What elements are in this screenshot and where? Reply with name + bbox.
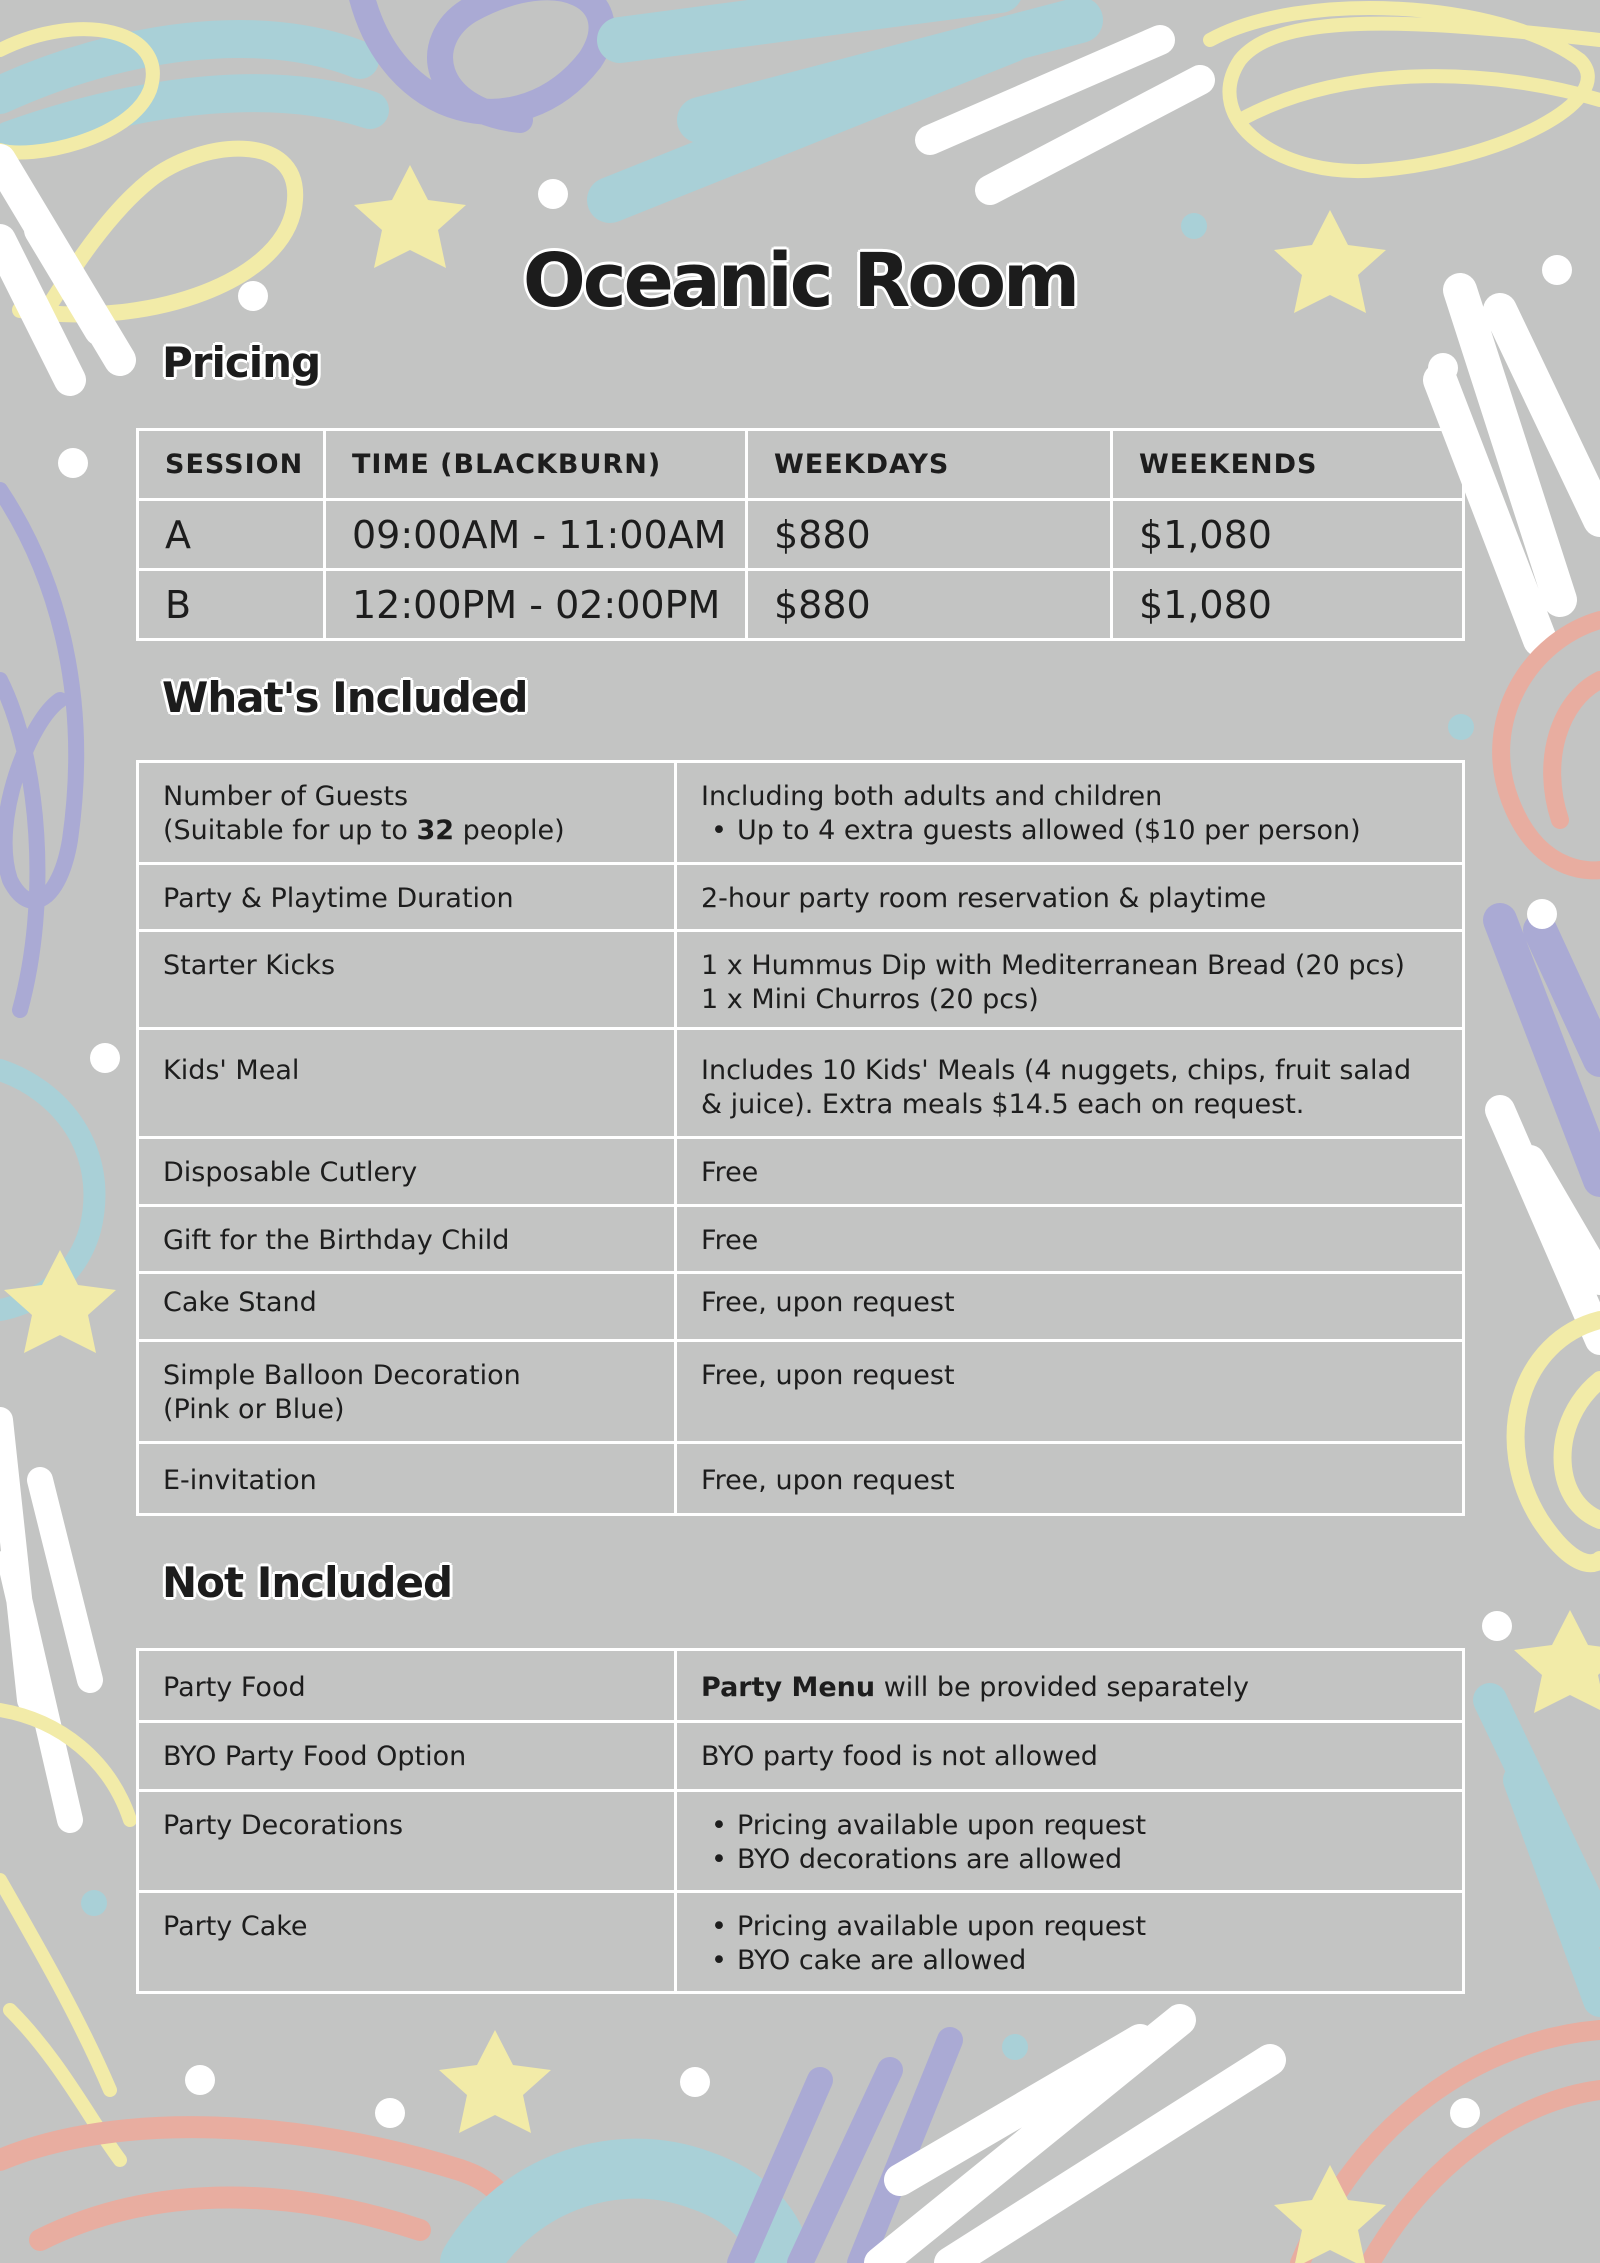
detail-bullets bbox=[701, 1910, 1438, 1978]
table-row bbox=[138, 1650, 1464, 1722]
dot-icon bbox=[81, 1890, 107, 1916]
detail-cell: Free bbox=[676, 1206, 1464, 1273]
session-cell: B bbox=[138, 570, 325, 640]
detail-cell bbox=[676, 762, 1464, 864]
table-row bbox=[138, 1138, 1464, 1206]
table-row bbox=[138, 1273, 1464, 1341]
dot-icon bbox=[375, 2098, 405, 2128]
blue-brush-stroke bbox=[1490, 1700, 1600, 2000]
table-row bbox=[138, 1443, 1464, 1515]
detail-bullets bbox=[701, 814, 1438, 848]
list-item: • BYO cake are allowed bbox=[711, 1944, 1438, 1978]
dot-icon bbox=[90, 1043, 120, 1073]
item-label: Simple Balloon Decoration bbox=[163, 1360, 521, 1391]
item-cell: Gift for the Birthday Child bbox=[138, 1206, 676, 1273]
detail-cell: Includes 10 Kids' Meals (4 nuggets, chips, fruit salad & juice). Extra meals $14.5 each on request. bbox=[676, 1029, 1464, 1138]
detail-text: 1 x Mini Churros (20 pcs) bbox=[701, 984, 1039, 1015]
item-cell: BYO Party Food Option bbox=[138, 1722, 676, 1791]
pink-scribble bbox=[0, 2127, 506, 2250]
dot-icon bbox=[58, 448, 88, 478]
list-item: • Pricing available upon request bbox=[711, 1910, 1438, 1944]
session-column-header: SESSION bbox=[138, 430, 325, 500]
detail-cell bbox=[676, 1791, 1464, 1892]
detail-cell bbox=[676, 931, 1464, 1029]
dot-icon bbox=[1482, 1611, 1512, 1641]
item-note: (Suitable for up to 32 people) bbox=[163, 815, 565, 846]
item-cell: Party & Playtime Duration bbox=[138, 864, 676, 931]
star-icon bbox=[4, 1250, 116, 1353]
detail-cell: Free, upon request bbox=[676, 1273, 1464, 1341]
blue-brush-stroke bbox=[0, 39, 370, 140]
item-label: Number of Guests bbox=[163, 781, 409, 812]
item-cell: Party Food bbox=[138, 1650, 676, 1722]
table-row bbox=[138, 1206, 1464, 1273]
table-row bbox=[138, 1722, 1464, 1791]
page-title: Oceanic Room bbox=[522, 238, 1078, 324]
item-cell bbox=[138, 762, 676, 864]
detail-text: 1 x Hummus Dip with Mediterranean Bread (20 pcs) bbox=[701, 950, 1405, 981]
table-row bbox=[138, 864, 1464, 931]
table-row bbox=[138, 1029, 1464, 1138]
yellow-scribble bbox=[1240, 76, 1600, 120]
white-brush-stroke bbox=[0, 1420, 90, 1820]
dot-icon bbox=[1448, 714, 1474, 740]
time-column-header: TIME (BLACKBURN) bbox=[325, 430, 747, 500]
detail-cell: Free, upon request bbox=[676, 1341, 1464, 1443]
list-item: • Up to 4 extra guests allowed ($10 per person) bbox=[711, 814, 1438, 848]
dot-icon bbox=[1450, 2098, 1480, 2128]
item-cell: Starter Kicks bbox=[138, 931, 676, 1029]
detail-cell: 2-hour party room reservation & playtime bbox=[676, 864, 1464, 931]
time-cell: 12:00PM - 02:00PM bbox=[325, 570, 747, 640]
item-cell: Disposable Cutlery bbox=[138, 1138, 676, 1206]
whats-included-table bbox=[136, 760, 1465, 1516]
dot-icon bbox=[1428, 353, 1458, 383]
detail-cell: BYO party food is not allowed bbox=[676, 1722, 1464, 1791]
star-icon bbox=[1514, 1610, 1600, 1713]
list-item: • Pricing available upon request bbox=[711, 1809, 1438, 1843]
detail-cell: Free bbox=[676, 1138, 1464, 1206]
dot-icon bbox=[680, 2067, 710, 2097]
session-cell: A bbox=[138, 500, 325, 570]
whats-included-heading: What's Included bbox=[162, 673, 528, 722]
purple-scribble bbox=[0, 490, 76, 1010]
weekday-price-cell: $880 bbox=[747, 500, 1112, 570]
item-cell: Cake Stand bbox=[138, 1273, 676, 1341]
list-item: • BYO decorations are allowed bbox=[711, 1843, 1438, 1877]
item-cell: Party Cake bbox=[138, 1892, 676, 1993]
item-note: (Pink or Blue) bbox=[163, 1394, 345, 1425]
weekdays-column-header: WEEKDAYS bbox=[747, 430, 1112, 500]
not-included-heading: Not Included bbox=[162, 1558, 453, 1607]
dot-icon bbox=[538, 179, 568, 209]
blue-scribble bbox=[0, 1070, 94, 1310]
weekday-price-cell: $880 bbox=[747, 570, 1112, 640]
item-cell bbox=[138, 1341, 676, 1443]
weekend-price-cell: $1,080 bbox=[1112, 500, 1464, 570]
pricing-header-row bbox=[138, 430, 1464, 500]
weekend-price-cell: $1,080 bbox=[1112, 570, 1464, 640]
pink-scribble bbox=[1501, 620, 1600, 870]
item-cell: Party Decorations bbox=[138, 1791, 676, 1892]
purple-scribble bbox=[360, 0, 602, 120]
table-row bbox=[138, 1892, 1464, 1993]
pricing-heading: Pricing bbox=[162, 338, 321, 387]
table-row bbox=[138, 931, 1464, 1029]
table-row bbox=[138, 1341, 1464, 1443]
pricing-table bbox=[136, 428, 1465, 641]
dot-icon bbox=[1527, 899, 1557, 929]
item-cell: E-invitation bbox=[138, 1443, 676, 1515]
detail-cell: Free, upon request bbox=[676, 1443, 1464, 1515]
table-row bbox=[138, 762, 1464, 864]
dot-icon bbox=[1181, 213, 1207, 239]
table-row bbox=[138, 1791, 1464, 1892]
detail-cell bbox=[676, 1892, 1464, 1993]
detail-text: Including both adults and children bbox=[701, 781, 1163, 812]
item-cell: Kids' Meal bbox=[138, 1029, 676, 1138]
weekends-column-header: WEEKENDS bbox=[1112, 430, 1464, 500]
table-row bbox=[138, 570, 1464, 640]
dot-icon bbox=[1002, 2034, 1028, 2060]
table-row bbox=[138, 500, 1464, 570]
star-icon bbox=[439, 2030, 551, 2133]
not-included-table bbox=[136, 1648, 1465, 1994]
time-cell: 09:00AM - 11:00AM bbox=[325, 500, 747, 570]
detail-bullets bbox=[701, 1809, 1438, 1877]
yellow-scribble bbox=[1516, 1320, 1600, 1563]
dot-icon bbox=[185, 2065, 215, 2095]
detail-cell: Party Menu will be provided separately bbox=[676, 1650, 1464, 1722]
